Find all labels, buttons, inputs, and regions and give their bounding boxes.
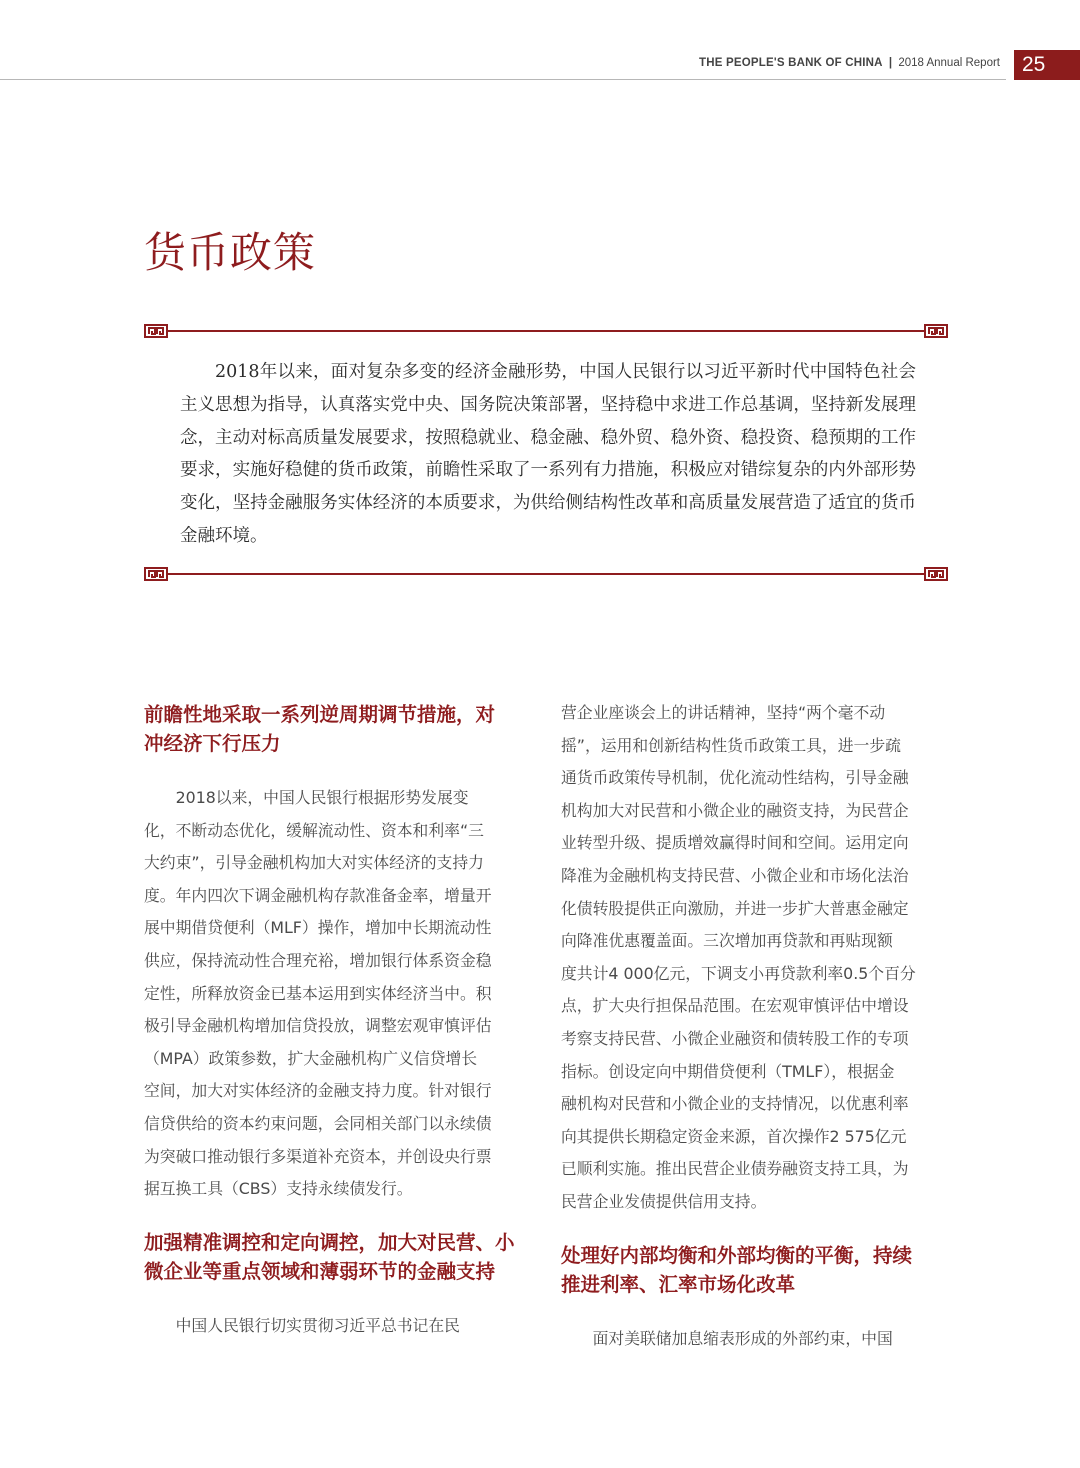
text-line: 已顺利实施。推出民营企业债券融资支持工具，为 bbox=[561, 1159, 909, 1179]
section-paragraph bbox=[561, 697, 947, 1219]
text-line: 度。年内四次下调金融机构存款准备金率，增量开 bbox=[144, 885, 492, 905]
section-paragraph bbox=[561, 1323, 947, 1356]
intro-line: 外贸、稳外资、稳投资、稳预期的工作要求，实施好稳健的货币政策，前瞻性采取 bbox=[180, 427, 916, 481]
text-line: 信贷供给的资本约束问题，会同相关部门以永续债 bbox=[144, 1113, 492, 1133]
text-line: 业转型升级、提质增效赢得时间和空间。运用定向 bbox=[561, 833, 909, 853]
text-line: 大约束”，引导金融机构加大对实体经济的支持力 bbox=[144, 853, 484, 873]
right-column bbox=[561, 697, 947, 1355]
text-line: 营企业座谈会上的讲话精神，坚持“两个毫不动 bbox=[561, 703, 886, 722]
text-line: 中国人民银行切实贯彻习近平总书记在民 bbox=[144, 1315, 460, 1335]
chinese-fret-ornament-icon bbox=[925, 325, 947, 337]
text-line: （MPA）政策参数，扩大金融机构广义信贷增长 bbox=[144, 1048, 478, 1068]
section-heading bbox=[561, 1241, 947, 1299]
text-line: 化，不断动态优化，缓解流动性、资本和利率“三 bbox=[144, 820, 484, 840]
text-line: 考察支持民营、小微企业融资和债转股工作的专项 bbox=[561, 1028, 909, 1048]
left-column bbox=[144, 700, 530, 1342]
text-line: 降准为金融机构支持民营、小微企业和市场化法治 bbox=[561, 865, 909, 885]
intro-line: 作总基调，坚持新发展理念，主动对标高质量发展要求，按照稳就业、稳金融、稳 bbox=[180, 394, 917, 448]
intro-line: 国特色社会主义思想为指导，认真落实党中央、国务院决策部署，坚持稳中求进工 bbox=[180, 362, 916, 415]
text-line: 定性，所释放资金已基本运用到实体经济当中。积 bbox=[144, 983, 492, 1003]
section-paragraph bbox=[144, 1310, 530, 1343]
intro-line: 2018年以来，面对复杂多变的经济金融形势，中国人民银行以习近平新时代中 bbox=[215, 362, 828, 382]
chinese-fret-ornament-icon bbox=[925, 568, 947, 580]
section-heading bbox=[144, 700, 530, 758]
header-rule bbox=[0, 79, 1006, 80]
text-line: 供应，保持流动性合理充裕，增加银行体系资金稳 bbox=[144, 950, 492, 970]
page-title: 货币政策 bbox=[144, 228, 317, 277]
chinese-fret-ornament-icon bbox=[145, 568, 167, 580]
header-report: 2018 Annual Report bbox=[898, 57, 1000, 69]
ornament-rule-bottom bbox=[144, 567, 948, 581]
text-line: 度共计4 000亿元，下调支小再贷款利率0.5个百分 bbox=[561, 963, 916, 983]
text-line: 融机构对民营和小微企业的支持情况，以优惠利率 bbox=[561, 1094, 909, 1114]
text-line: 化债转股提供正向激励，并进一步扩大普惠金融定 bbox=[561, 898, 909, 918]
running-header bbox=[699, 57, 1000, 69]
heading-line: 推进利率、汇率市场化改革 bbox=[561, 1272, 796, 1296]
heading-line: 处理好内部均衡和外部均衡的平衡，持续 bbox=[561, 1243, 913, 1267]
intro-line: 的本质要求，为供给侧结构性改革和高质量发展营造了适宜的货币金融环境。 bbox=[180, 493, 917, 546]
header-org: THE PEOPLE'S BANK OF CHINA bbox=[699, 57, 883, 69]
page-number: 25 bbox=[1022, 53, 1046, 76]
text-line: 展中期借贷便利（MLF）操作，增加中长期流动性 bbox=[144, 918, 492, 938]
text-line: 面对美联储加息缩表形成的外部约束，中国 bbox=[561, 1328, 893, 1348]
text-line: 通货币政策传导机制，优化流动性结构，引导金融 bbox=[561, 768, 909, 788]
section-paragraph bbox=[144, 782, 530, 1206]
text-line: 极引导金融机构增加信贷投放，调整宏观审慎评估 bbox=[144, 1016, 492, 1036]
text-line: 空间，加大对实体经济的金融支持力度。针对银行 bbox=[144, 1081, 492, 1101]
page-number-badge bbox=[1014, 50, 1080, 80]
text-line: 民营企业发债提供信用支持。 bbox=[561, 1191, 767, 1211]
text-line: 2018以来，中国人民银行根据形势发展变 bbox=[144, 788, 469, 807]
text-line: 据互换工具（CBS）支持永续债发行。 bbox=[144, 1179, 413, 1199]
text-line: 摇”，运用和创新结构性货币政策工具，进一步疏 bbox=[561, 735, 901, 755]
text-line: 为突破口推动银行多渠道补充资本，并创设央行票 bbox=[144, 1146, 492, 1166]
intro-paragraph bbox=[180, 356, 916, 553]
intro-line: 了一系列有力措施，积极应对错综复杂的内外部形势变化，坚持金融服务实体经济 bbox=[180, 460, 917, 514]
section-heading bbox=[144, 1228, 530, 1286]
text-line: 机构加大对民营和小微企业的融资支持，为民营企 bbox=[561, 800, 909, 820]
text-line: 向其提供长期稳定资金来源，首次操作2 575亿元 bbox=[561, 1126, 907, 1146]
heading-line: 微企业等重点领域和薄弱环节的金融支持 bbox=[144, 1259, 496, 1283]
text-line: 指标。创设定向中期借贷便利（TMLF），根据金 bbox=[561, 1061, 895, 1081]
header-separator: | bbox=[888, 57, 893, 69]
heading-line: 加强精准调控和定向调控，加大对民营、小 bbox=[144, 1230, 515, 1254]
text-line: 向降准优惠覆盖面。三次增加再贷款和再贴现额 bbox=[561, 931, 893, 951]
heading-line: 前瞻性地采取一系列逆周期调节措施，对 bbox=[144, 703, 496, 726]
heading-line: 冲经济下行压力 bbox=[144, 732, 281, 755]
text-line: 点，扩大央行担保品范围。在宏观审慎评估中增设 bbox=[561, 996, 909, 1016]
ornament-rule-top bbox=[144, 324, 948, 338]
chinese-fret-ornament-icon bbox=[145, 325, 167, 337]
